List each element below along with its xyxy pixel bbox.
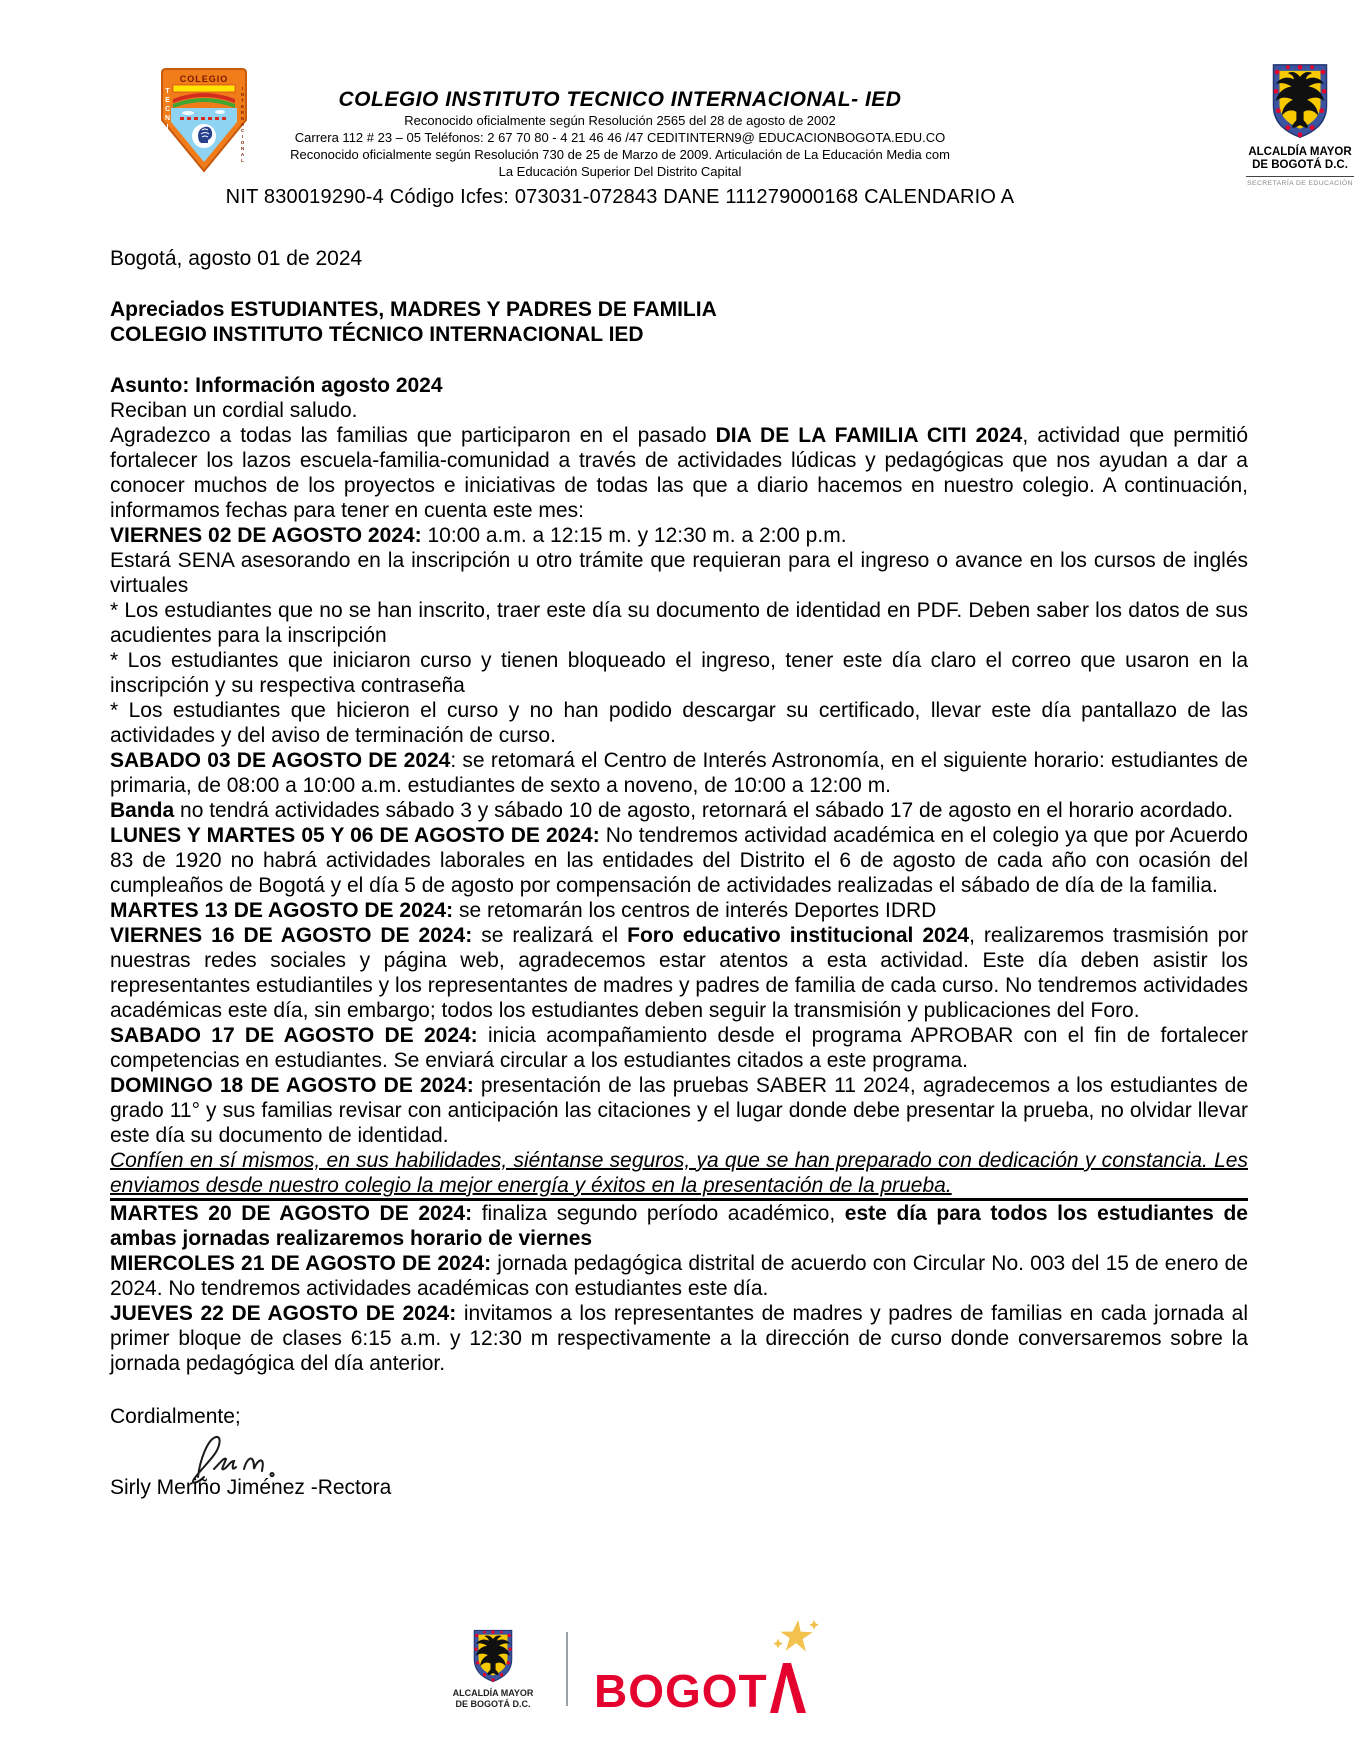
paragraph-6 xyxy=(110,423,1248,523)
text-run: 10:00 a.m. a 12:15 m. y 12:30 m. a 2:00 p.m. xyxy=(421,524,847,547)
paragraph-16 xyxy=(110,923,1248,1023)
text-run: SABADO 03 DE AGOSTO DE 2024 xyxy=(110,749,451,772)
paragraph-15 xyxy=(110,898,1248,923)
text-run: VIERNES 02 DE AGOSTO 2024: xyxy=(110,524,422,547)
paragraph-1 xyxy=(110,246,1248,271)
text-run: Agradezco a todas las familias que participaron en el pasado xyxy=(110,424,716,447)
text-run: , actividad que permitió fortalecer los lazos escuela-familia-comunidad a través de actividades lúdicas y pedagógicas que nos ayudan a dar a conocer muchos de los proyectos e iniciativas de todas las que a diario hacemos en nuestro colegio. A continuación, informamos fechas para tener en cuenta este mes: xyxy=(110,424,1248,522)
text-run: DOMINGO 18 DE AGOSTO DE 2024: xyxy=(110,1074,474,1097)
paragraph-17 xyxy=(110,1023,1248,1073)
letter-body xyxy=(110,246,1248,1501)
text-run: invitamos a los representantes de madres y padres de familias en cada jornada al primer bloque de clases 6:15 a.m. y 12:30 m respectivamente a la dirección de curso donde conversaremos sobre la jornada pedagógica del día anterior. xyxy=(110,1302,1249,1375)
text-run: No tendremos actividad académica en el colegio ya que por Acuerdo 83 de 1920 no habrá actividades laborales en las entidades del Distrito el 6 de agosto de cada año con ocasión del cumpleaños de Bogotá y el día 5 de agosto por compensación de actividades realizadas el sábado de día de la familia. xyxy=(110,824,1248,897)
text-run: Foro educativo institucional 2024 xyxy=(627,924,970,947)
footer-logos xyxy=(438,1626,806,1717)
school-name-title: COLEGIO INSTITUTO TECNICO INTERNACIONAL- IED xyxy=(338,88,902,111)
letterhead-line-1: Reconocido oficialmente según Resolución 2565 del 28 de agosto de 2002 xyxy=(404,113,836,128)
text-run: VIERNES 16 DE AGOSTO DE 2024: xyxy=(110,924,473,947)
text-run: : se retomará el Centro de Interés Astronomía, en el siguiente horario: estudiantes de primaria, de 08:00 a 10:00 a.m. estudiantes de sexto a noveno, de 10:00 a 12:00 m. xyxy=(110,749,1248,797)
nit-line: NIT 830019290-4 Código Icfes: 073031-072843 DANE 111279000168 CALENDARIO A xyxy=(225,186,1015,208)
bogota-logo-text: BOGOT xyxy=(594,1665,768,1717)
paragraph-10 xyxy=(110,648,1248,698)
letterhead-line-2: Carrera 112 # 23 – 05 Teléfonos: 2 67 70 80 - 4 21 46 46 /47 CEDITINTERN9@ EDUCACIONBOGOTA.EDU.CO xyxy=(294,130,946,145)
paragraph-13 xyxy=(110,798,1248,823)
signature-block xyxy=(110,1435,1248,1501)
text-run: jornada pedagógica distrital de acuerdo con Circular No. 003 del 15 de enero de 2024. No tendremos actividades académicas con estudiantes este día. xyxy=(110,1252,1248,1300)
text-run: * Los estudiantes que iniciaron curso y tienen bloqueado el ingreso, tener este día claro el correo que usaron en la inscripción y su respectiva contraseña xyxy=(110,649,1248,697)
text-run: Reciban un cordial saludo. xyxy=(110,399,358,422)
paragraph-21 xyxy=(110,1251,1248,1301)
text-run: Banda xyxy=(110,799,175,822)
text-run: este día para todos los estudiantes de ambas jornadas realizaremos horario de viernes xyxy=(110,1202,1248,1250)
alcaldia-name-line2: DE BOGOTÁ D.C. xyxy=(1252,159,1348,171)
school-crest-top-text: COLEGIO xyxy=(179,74,229,84)
closing-word: Cordialmente; xyxy=(110,1405,241,1428)
paragraph-11 xyxy=(110,698,1248,748)
footer-alcaldia-line2: DE BOGOTÁ D.C. xyxy=(455,1699,531,1709)
school-crest-left-text: TECNICO xyxy=(164,88,171,151)
text-run: JUEVES 22 DE AGOSTO DE 2024: xyxy=(110,1302,457,1325)
text-run: no tendrá actividades sábado 3 y sábado 10 de agosto, retornará el sábado 17 de agosto en el horario acordado. xyxy=(174,799,1234,822)
paragraph-8 xyxy=(110,548,1248,598)
paragraph-4 xyxy=(110,373,1248,398)
footer-divider xyxy=(566,1632,568,1706)
bogota-lambda-icon xyxy=(770,1663,806,1713)
text-run: COLEGIO INSTITUTO TÉCNICO INTERNACIONAL IED xyxy=(110,323,644,346)
text-run: SABADO 17 DE AGOSTO DE 2024: xyxy=(110,1024,478,1047)
alcaldia-secretaria-line: SECRETARÍA DE EDUCACIÓN xyxy=(1247,180,1353,187)
text-run: * Los estudiantes que no se han inscrito, traer este día su documento de identidad en PDF. Deben saber los datos de sus acudientes para la inscripción xyxy=(110,599,1248,647)
signer-name: Sirly Meriño Jiménez -Rectora xyxy=(110,1476,392,1499)
paragraph-9 xyxy=(110,598,1248,648)
school-crest-right-text: INTERNACIONAL xyxy=(240,86,245,164)
alcaldia-crest-icon-footer xyxy=(467,1627,519,1685)
text-run: presentación de las pruebas SABER 11 2024, agradecemos a los estudiantes de grado 11° y sus familias revisar con anticipación las citaciones y el lugar donde debe presentar la prueba, no olvidar llevar este día su documento de identidad. xyxy=(110,1074,1248,1147)
text-run: MIERCOLES 21 DE AGOSTO DE 2024: xyxy=(110,1252,492,1275)
alcaldia-divider xyxy=(1246,176,1354,177)
paragraph-22 xyxy=(110,1301,1248,1376)
alcaldia-crest-icon xyxy=(1263,60,1337,142)
text-run: Bogotá, agosto 01 de 2024 xyxy=(110,247,363,270)
text-run: , realizaremos trasmisión por nuestras redes sociales y página web, agradecemos estar atentos a esta actividad. Este día deben asistir los representantes estudiantiles y los representantes de madres y padres de familia de cada curso. No tendremos actividades académicas este día, sin embargo; todos los estudiantes deben seguir la transmisión y publicaciones del Foro. xyxy=(110,924,1249,1022)
paragraph-12 xyxy=(110,748,1248,798)
paragraph-14 xyxy=(110,823,1248,898)
paragraphs xyxy=(110,246,1248,1376)
text-run: * Los estudiantes que hicieron el curso y no han podido descargar su certificado, llevar este día pantallazo de las actividades y del aviso de terminación de curso. xyxy=(110,699,1248,747)
paragraph-5 xyxy=(110,398,1248,423)
letterhead-line-3: Reconocido oficialmente según Resolución 730 de 25 de Marzo de 2009. Articulación de La Educación Media com xyxy=(290,147,950,162)
text-run: MARTES 13 DE AGOSTO DE 2024: xyxy=(110,899,454,922)
letterhead xyxy=(205,88,1035,209)
paragraph-3 xyxy=(110,322,1248,347)
bogota-lambda-letter xyxy=(770,1663,806,1718)
bogota-star-icon xyxy=(774,1618,820,1663)
text-run: inicia acompañamiento desde el programa APROBAR con el fin de fortalecer competencias en estudiantes. Se enviará circular a los estudiantes citados a este programa. xyxy=(110,1024,1249,1072)
letterhead-line-4: La Educación Superior Del Distrito Capital xyxy=(498,164,742,179)
text-run: se retomarán los centros de interés Deportes IDRD xyxy=(453,899,937,922)
paragraph-20 xyxy=(110,1201,1248,1251)
text-run: se realizará el xyxy=(472,924,628,947)
text-run: DIA DE LA FAMILIA CITI 2024 xyxy=(715,424,1023,447)
paragraph-2 xyxy=(110,297,1248,322)
text-run: Estará SENA asesorando en la inscripción u otro trámite que requieran para el ingreso o avance en los cursos de inglés virtuales xyxy=(110,549,1248,597)
alcaldia-logo-footer xyxy=(438,1627,548,1710)
text-run: Apreciados ESTUDIANTES, MADRES Y PADRES DE FAMILIA xyxy=(110,298,717,321)
footer-alcaldia-line1: ALCALDÍA MAYOR xyxy=(452,1688,534,1698)
closing-block xyxy=(110,1404,1248,1501)
text-run: MARTES 20 DE AGOSTO DE 2024: xyxy=(110,1202,473,1225)
text-run: finaliza segundo período académico, xyxy=(472,1202,845,1225)
text-run: LUNES Y MARTES 05 Y 06 DE AGOSTO DE 2024: xyxy=(110,824,600,847)
alcaldia-name-line1: ALCALDÍA MAYOR xyxy=(1248,146,1352,158)
paragraph-19 xyxy=(110,1148,1248,1201)
text-run: Asunto: Información agosto 2024 xyxy=(110,374,443,397)
text-run: Confíen en sí mismos, en sus habilidades, siéntanse seguros, ya que se han preparado con dedicación y constancia. Les enviamos desde nuestro colegio la mejor energía y éxitos en la presentación de la prueba. xyxy=(110,1149,1248,1197)
bogota-logo xyxy=(594,1626,806,1717)
alcaldia-logo-header xyxy=(1238,60,1362,187)
paragraph-18 xyxy=(110,1073,1248,1148)
paragraph-7 xyxy=(110,523,1248,548)
